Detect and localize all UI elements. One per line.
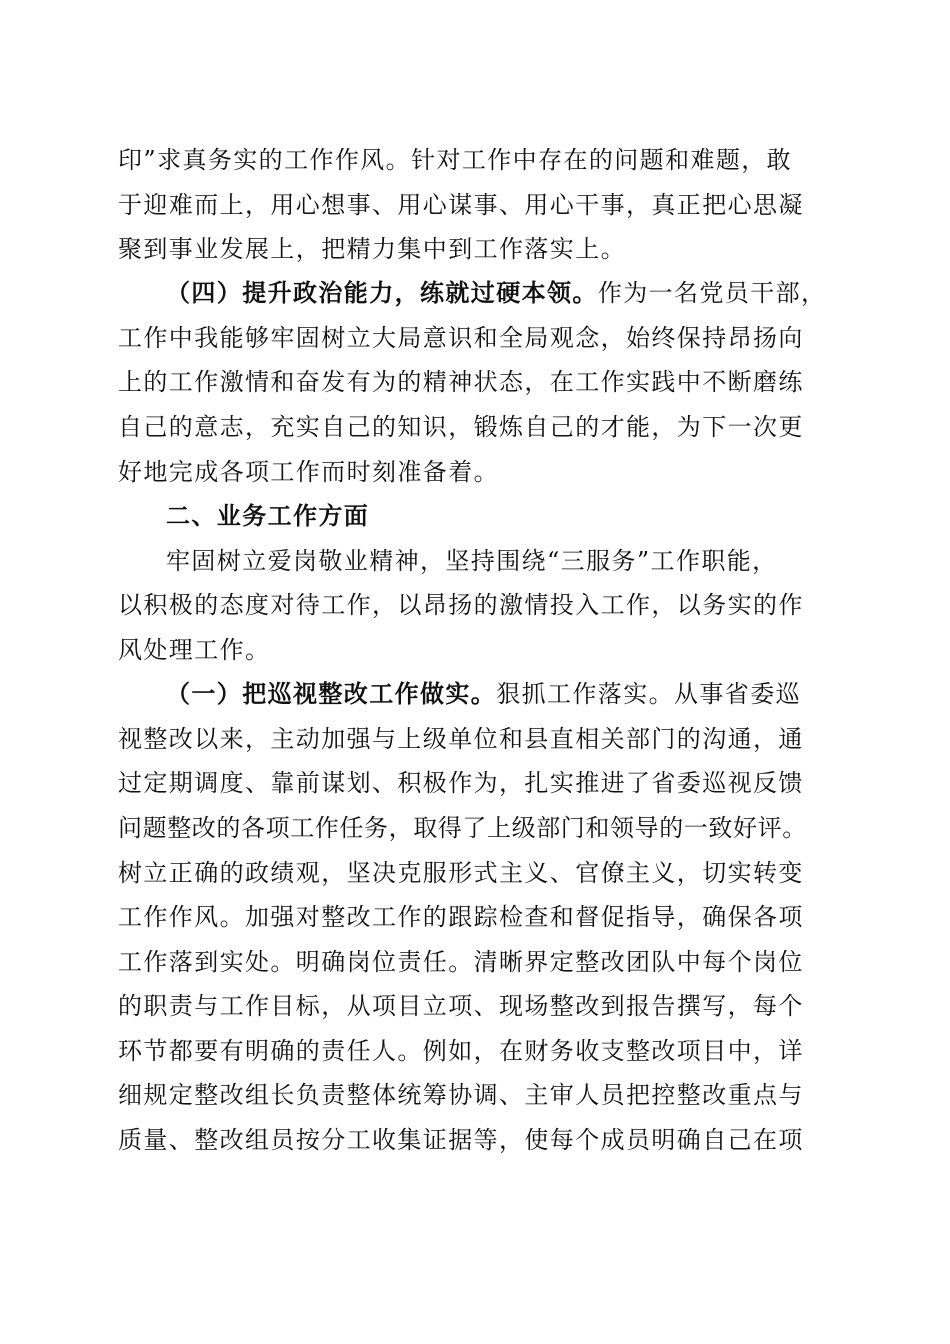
body-text-line: 环节都要有明确的责任人。例如，在财务收支整改项目中，详 [118,1037,804,1065]
body-text-line: 印”求真务实的工作作风。针对工作中存在的问题和难题，敢 [118,146,793,174]
body-text-line: 以积极的态度对待工作，以昂扬的激情投入工作，以务实的作 [118,591,804,619]
body-text-line: 工作落到实处。明确岗位责任。清晰界定整改团队中每个岗位 [118,948,804,976]
body-text-line: 细规定整改组长负责整体统筹协调、主审人员把控整改重点与 [118,1081,804,1109]
body-text-line: 视整改以来，主动加强与上级单位和县直相关部门的沟通，通 [118,725,804,753]
body-text-line: 工作中我能够牢固树立大局意识和全局观念，始终保持昂扬向 [118,324,804,352]
section-1-paragraph-start [166,672,950,716]
section-4-heading: （四）提升政治能力，练就过硬本领。 [166,278,598,307]
section-4-paragraph-start [166,271,950,315]
body-text-line: 风处理工作。 [118,636,271,664]
body-text-line: 自己的意志，充实自己的知识，锻炼自己的才能，为下一次更 [118,413,804,441]
body-text-line: 的职责与工作目标，从项目立项、现场整改到报告撰写，每个 [118,992,804,1020]
body-text-line: 好地完成各项工作而时刻准备着。 [118,458,499,486]
body-text-line: 牢固树立爱岗敬业精神，坚持围绕“三服务”工作职能， [166,547,778,575]
section-4-lead-text: 作为一名党员干部， [597,279,827,307]
section-heading-business-work: 二、业务工作方面 [166,502,370,530]
body-text-line: 树立正确的政绩观，坚决克服形式主义、官僚主义，切实转变 [118,859,804,887]
body-text-line: 质量、整改组员按分工收集证据等，使每个成员明确自己在项 [118,1126,804,1154]
section-1-heading: （一）把巡视整改工作做实。 [166,679,497,708]
body-text-line: 工作作风。加强对整改工作的跟踪检查和督促指导，确保各项 [118,903,804,931]
body-text-line: 上的工作激情和奋发有为的精神状态，在工作实践中不断磨练 [118,368,804,396]
body-text-line: 问题整改的各项工作任务，取得了上级部门和领导的一致好评。 [118,814,807,842]
body-text-line: 聚到事业发展上，把精力集中到工作落实上。 [118,235,626,263]
body-text-line: 于迎难而上，用心想事、用心谋事、用心干事，真正把心思凝 [118,191,804,219]
body-text-line: 过定期调度、靠前谋划、积极作为，扎实推进了省委巡视反馈 [118,769,804,797]
section-1-lead-text: 狠抓工作落实。从事省委巡 [496,680,802,708]
